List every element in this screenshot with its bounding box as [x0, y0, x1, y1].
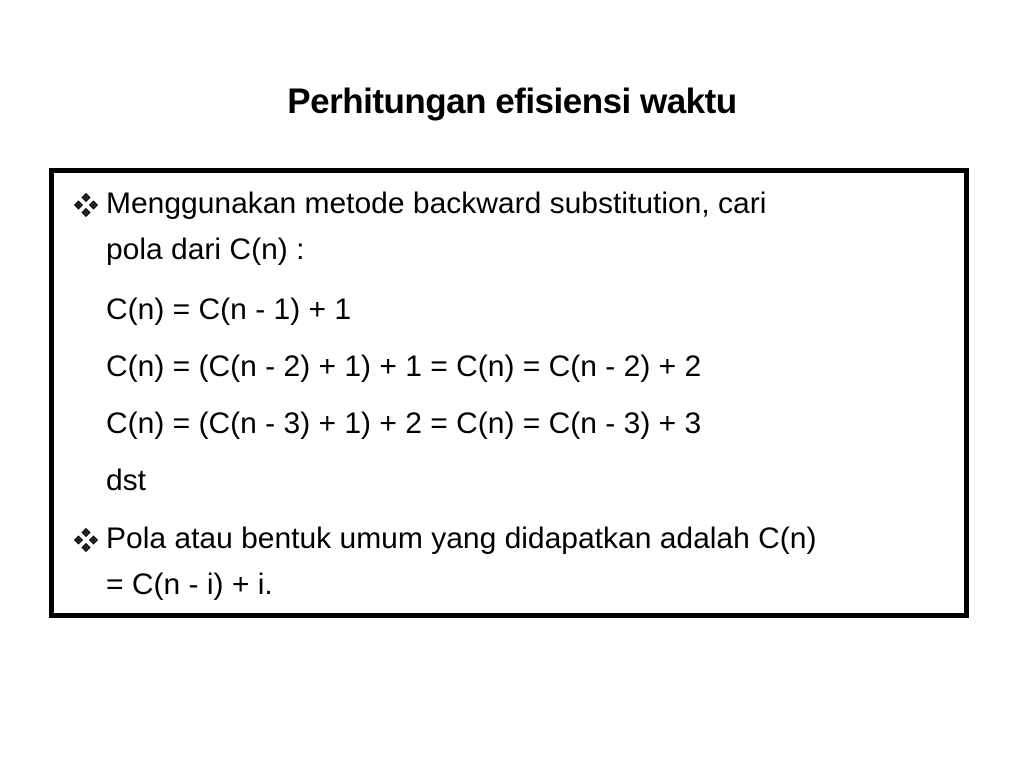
bullet-line: Menggunakan metode backward substitution, cari: [106, 187, 767, 220]
bullet-line: Pola atau bentuk umum yang didapatkan adalah C(n): [106, 522, 817, 555]
bullet-line: pola dari C(n) :: [106, 233, 305, 266]
bullet-line: = C(n - i) + i.: [106, 568, 273, 601]
content-box: [49, 168, 969, 618]
formula-line: C(n) = (C(n - 3) + 1) + 2 = C(n) = C(n - 3) + 3: [106, 407, 702, 440]
four-diamond-bullet-icon: [74, 193, 98, 217]
formula-line: C(n) = (C(n - 2) + 1) + 1 = C(n) = C(n - 2) + 2: [106, 350, 702, 383]
bullet-item: [54, 181, 964, 281]
formula-line: dst: [106, 464, 147, 497]
bullet-item: [54, 516, 964, 616]
formula-line: C(n) = C(n - 1) + 1: [106, 293, 352, 326]
slide-title: Perhitungan efisiensi waktu: [287, 82, 737, 121]
four-diamond-bullet-icon: [74, 528, 98, 552]
